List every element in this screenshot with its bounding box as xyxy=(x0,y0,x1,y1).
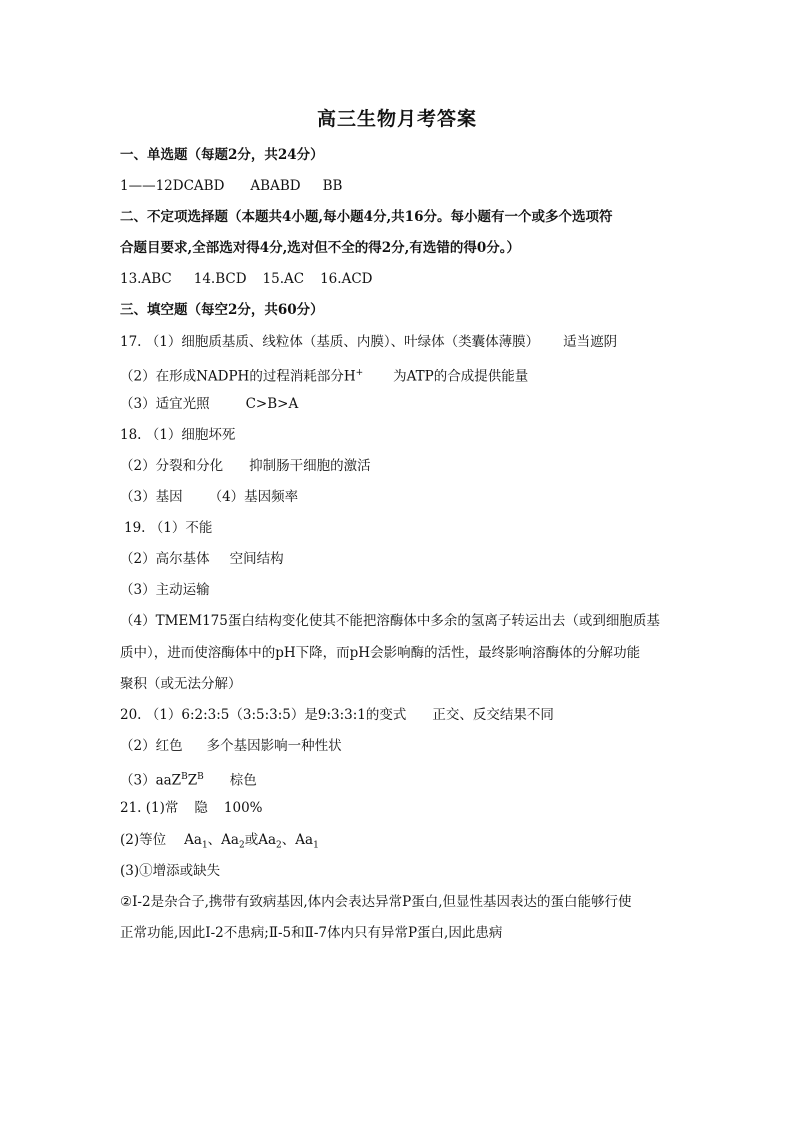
q21-part3-explanation-cont: 正常功能,因此Ⅰ-2不患病;Ⅱ-5和Ⅱ-7体内只有异常P蛋白,因此患病 xyxy=(120,925,503,941)
q21-part2: (2)等位 $Aa_1$、$Aa_2$或$Aa_2$、$Aa_1$ xyxy=(120,832,319,851)
section-1-heading: 一、单选题（每题2分，共24分） xyxy=(120,147,324,163)
section-2-heading-cont: 合题目要求,全部选对得4分,选对但不全的得2分,有选错的得0分。） xyxy=(120,240,521,256)
q19-part2: （2）高尔基体 空间结构 xyxy=(120,551,284,567)
section-2-heading: 二、不定项选择题（本题共4小题,每小题4分,共16分。每小题有一个或多个选项符 xyxy=(120,209,613,225)
document-title: 高三生物月考答案 xyxy=(316,108,477,130)
q21-part3-explanation: ②Ⅰ-2是杂合子,携带有致病基因,体内会表达异常P蛋白,但显性基因表达的蛋白能够行使 xyxy=(120,894,632,910)
q19-part1: 19. （1）不能 xyxy=(124,520,213,536)
q19-part4-cont: 质中），进而使溶酶体中的pH下降，而pH会影响酶的活性，最终影响溶酶体的分解功能 xyxy=(120,645,641,661)
q20-part2: （2）红色 多个基因影响一种性状 xyxy=(120,738,342,754)
q18-part2: （2）分裂和分化 抑制肠干细胞的激活 xyxy=(120,458,371,474)
q20-part1: 20. （1）6:2:3:5（3:5:3:5）是9:3:3:1的变式 正交、反交结果不同 xyxy=(120,707,554,723)
q18-part1: 18. （1）细胞坏死 xyxy=(120,427,236,443)
q17-part3: （3）适宜光照 C>B>A xyxy=(120,396,299,412)
q21-part3: (3)①增添或缺失 xyxy=(120,863,221,879)
q17-part1: 17. （1）细胞质基质、线粒体（基质、内膜）、叶绿体（类囊体薄膜） 适当遮阴 xyxy=(120,334,618,350)
q19-part4: （4）TMEM175蛋白结构变化使其不能把溶酶体中多余的氢离子转运出去（或到细胞质基 xyxy=(120,613,660,629)
q17-part2: （2）在形成NADPH的过程消耗部分H+ 为ATP的合成提供能量 xyxy=(120,368,529,385)
q20-part3: $(3)aaZ^BZ^B$ 棕色 xyxy=(120,772,257,789)
q19-part3: （3）主动运输 xyxy=(120,582,210,598)
section-3-heading: 三、填空题（每空2分，共60分） xyxy=(120,302,324,318)
q18-part3: （3）基因 （4）基因频率 xyxy=(120,489,299,505)
q19-part4-cont2: 聚积（或无法分解） xyxy=(120,676,242,692)
section-1-answers: 1——12DCABD ABABD BB xyxy=(120,178,343,194)
section-2-answers: 13.ABC 14.BCD 15.AC 16.ACD xyxy=(120,271,373,287)
q21-part1: 21. (1)常 隐 100% xyxy=(120,800,263,816)
